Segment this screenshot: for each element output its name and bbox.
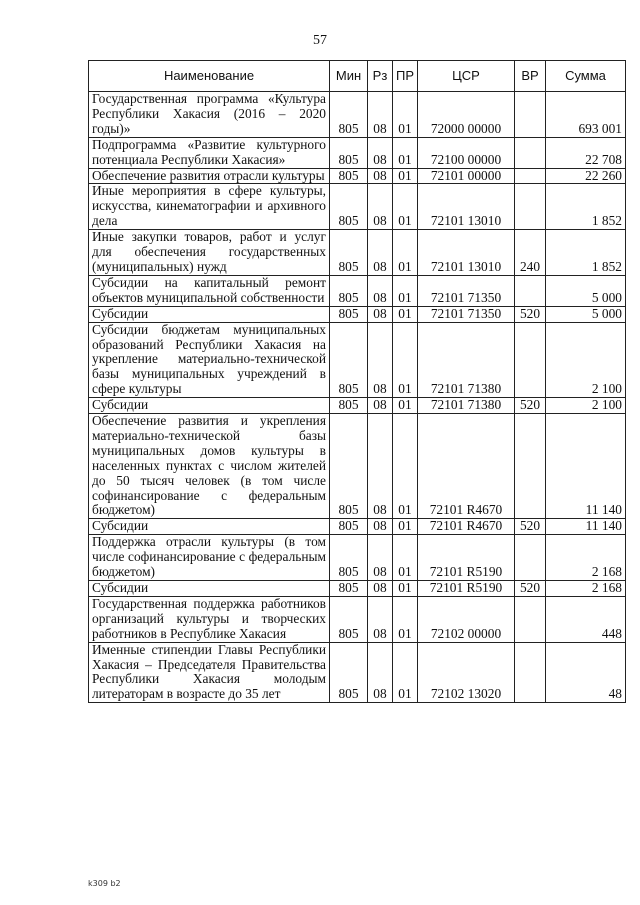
table-row: [89, 230, 626, 276]
cell-rz: 08: [368, 306, 393, 322]
cell-name: Иные мероприятия в сфере культуры, искусства, кинематографии и архивного дела: [89, 184, 330, 230]
cell-rz: 08: [368, 398, 393, 414]
cell-csr: 72101 71380: [418, 398, 515, 414]
cell-csr: 72102 00000: [418, 596, 515, 642]
cell-name: Иные закупки товаров, работ и услуг для обеспечения государственных (муниципальных) нужд: [89, 230, 330, 276]
cell-pr: 01: [393, 596, 418, 642]
header-sum: Сумма: [546, 61, 626, 92]
cell-name: Обеспечение развития отрасли культуры: [89, 168, 330, 184]
table-body: [89, 92, 626, 703]
header-name: Наименование: [89, 61, 330, 92]
header-rz: Рз: [368, 61, 393, 92]
cell-name: Субсидии: [89, 519, 330, 535]
cell-min: 805: [330, 230, 368, 276]
cell-csr: 72101 71350: [418, 275, 515, 306]
cell-pr: 01: [393, 642, 418, 703]
cell-sum: 693 001: [546, 92, 626, 138]
cell-vr: [515, 92, 546, 138]
cell-pr: 01: [393, 322, 418, 398]
table-row: [89, 581, 626, 597]
cell-sum: 2 168: [546, 535, 626, 581]
cell-vr: [515, 414, 546, 519]
cell-vr: [515, 322, 546, 398]
table-row: [89, 275, 626, 306]
cell-name: Субсидии бюджетам муниципальных образований Республики Хакасия на укрепление материально-технической базы муниципальных учреждений в сфере культуры: [89, 322, 330, 398]
cell-rz: 08: [368, 275, 393, 306]
cell-rz: 08: [368, 322, 393, 398]
cell-rz: 08: [368, 414, 393, 519]
cell-pr: 01: [393, 184, 418, 230]
cell-vr: 520: [515, 398, 546, 414]
cell-vr: 520: [515, 581, 546, 597]
table-row: [89, 642, 626, 703]
cell-pr: 01: [393, 306, 418, 322]
cell-min: 805: [330, 535, 368, 581]
cell-min: 805: [330, 275, 368, 306]
cell-vr: 520: [515, 306, 546, 322]
cell-rz: 08: [368, 596, 393, 642]
cell-sum: 1 852: [546, 184, 626, 230]
cell-sum: 448: [546, 596, 626, 642]
cell-sum: 22 708: [546, 137, 626, 168]
table-row: [89, 398, 626, 414]
cell-pr: 01: [393, 137, 418, 168]
cell-min: 805: [330, 184, 368, 230]
table-row: [89, 184, 626, 230]
cell-csr: 72101 R4670: [418, 414, 515, 519]
table-row: [89, 535, 626, 581]
cell-csr: 72101 71350: [418, 306, 515, 322]
cell-name: Субсидии: [89, 398, 330, 414]
cell-csr: 72101 R5190: [418, 581, 515, 597]
cell-pr: 01: [393, 275, 418, 306]
cell-pr: 01: [393, 168, 418, 184]
table-row: [89, 168, 626, 184]
cell-sum: 22 260: [546, 168, 626, 184]
cell-rz: 08: [368, 535, 393, 581]
cell-name: Обеспечение развития и укрепления материально-технической базы муниципальных домов культуры в населенных пунктах с числом жителей до 50 тысяч человек (в том числе софинансирование с федеральным бюджетом): [89, 414, 330, 519]
cell-sum: 11 140: [546, 519, 626, 535]
cell-rz: 08: [368, 581, 393, 597]
cell-vr: [515, 535, 546, 581]
header-vr: ВР: [515, 61, 546, 92]
table-row: [89, 596, 626, 642]
cell-pr: 01: [393, 535, 418, 581]
cell-csr: 72102 13020: [418, 642, 515, 703]
cell-vr: [515, 184, 546, 230]
cell-vr: [515, 596, 546, 642]
header-min: Мин: [330, 61, 368, 92]
document-code: k309 b2: [88, 879, 121, 888]
cell-rz: 08: [368, 92, 393, 138]
cell-pr: 01: [393, 414, 418, 519]
cell-csr: 72101 13010: [418, 230, 515, 276]
cell-sum: 2 100: [546, 322, 626, 398]
cell-vr: 520: [515, 519, 546, 535]
cell-csr: 72000 00000: [418, 92, 515, 138]
table-row: [89, 92, 626, 138]
cell-rz: 08: [368, 184, 393, 230]
cell-csr: 72101 71380: [418, 322, 515, 398]
cell-vr: [515, 137, 546, 168]
cell-csr: 72101 R5190: [418, 535, 515, 581]
budget-table: [88, 60, 626, 703]
header-pr: ПР: [393, 61, 418, 92]
table-row: [89, 414, 626, 519]
cell-csr: 72101 13010: [418, 184, 515, 230]
cell-vr: [515, 642, 546, 703]
cell-min: 805: [330, 596, 368, 642]
cell-min: 805: [330, 322, 368, 398]
cell-min: 805: [330, 398, 368, 414]
cell-rz: 08: [368, 642, 393, 703]
cell-name: Субсидии на капитальный ремонт объектов муниципальной собственности: [89, 275, 330, 306]
table-row: [89, 322, 626, 398]
cell-sum: 2 100: [546, 398, 626, 414]
cell-min: 805: [330, 414, 368, 519]
cell-rz: 08: [368, 230, 393, 276]
cell-csr: 72101 R4670: [418, 519, 515, 535]
cell-rz: 08: [368, 168, 393, 184]
cell-name: Именные стипендии Главы Республики Хакасия – Председателя Правительства Республики Хакасия молодым литераторам в возрасте до 35 лет: [89, 642, 330, 703]
cell-name: Государственная программа «Культура Республики Хакасия (2016 – 2020 годы)»: [89, 92, 330, 138]
cell-rz: 08: [368, 519, 393, 535]
cell-pr: 01: [393, 230, 418, 276]
cell-min: 805: [330, 168, 368, 184]
cell-sum: 5 000: [546, 275, 626, 306]
cell-min: 805: [330, 137, 368, 168]
page-number: 57: [313, 33, 327, 48]
cell-min: 805: [330, 306, 368, 322]
cell-name: Субсидии: [89, 306, 330, 322]
table-row: [89, 137, 626, 168]
header-csr: ЦСР: [418, 61, 515, 92]
cell-min: 805: [330, 642, 368, 703]
cell-vr: [515, 168, 546, 184]
cell-min: 805: [330, 581, 368, 597]
table-header-row: [89, 61, 626, 92]
cell-vr: [515, 275, 546, 306]
cell-sum: 5 000: [546, 306, 626, 322]
cell-pr: 01: [393, 519, 418, 535]
cell-name: Подпрограмма «Развитие культурного потенциала Республики Хакасия»: [89, 137, 330, 168]
cell-pr: 01: [393, 398, 418, 414]
cell-name: Государственная поддержка работников организаций культуры и творческих работников в Республике Хакасия: [89, 596, 330, 642]
cell-rz: 08: [368, 137, 393, 168]
cell-csr: 72100 00000: [418, 137, 515, 168]
table-row: [89, 519, 626, 535]
table-row: [89, 306, 626, 322]
cell-min: 805: [330, 92, 368, 138]
cell-sum: 1 852: [546, 230, 626, 276]
cell-vr: 240: [515, 230, 546, 276]
cell-sum: 2 168: [546, 581, 626, 597]
cell-sum: 11 140: [546, 414, 626, 519]
cell-csr: 72101 00000: [418, 168, 515, 184]
cell-pr: 01: [393, 581, 418, 597]
cell-name: Субсидии: [89, 581, 330, 597]
cell-pr: 01: [393, 92, 418, 138]
cell-min: 805: [330, 519, 368, 535]
cell-sum: 48: [546, 642, 626, 703]
cell-name: Поддержка отрасли культуры (в том числе софинансирование с федеральным бюджетом): [89, 535, 330, 581]
